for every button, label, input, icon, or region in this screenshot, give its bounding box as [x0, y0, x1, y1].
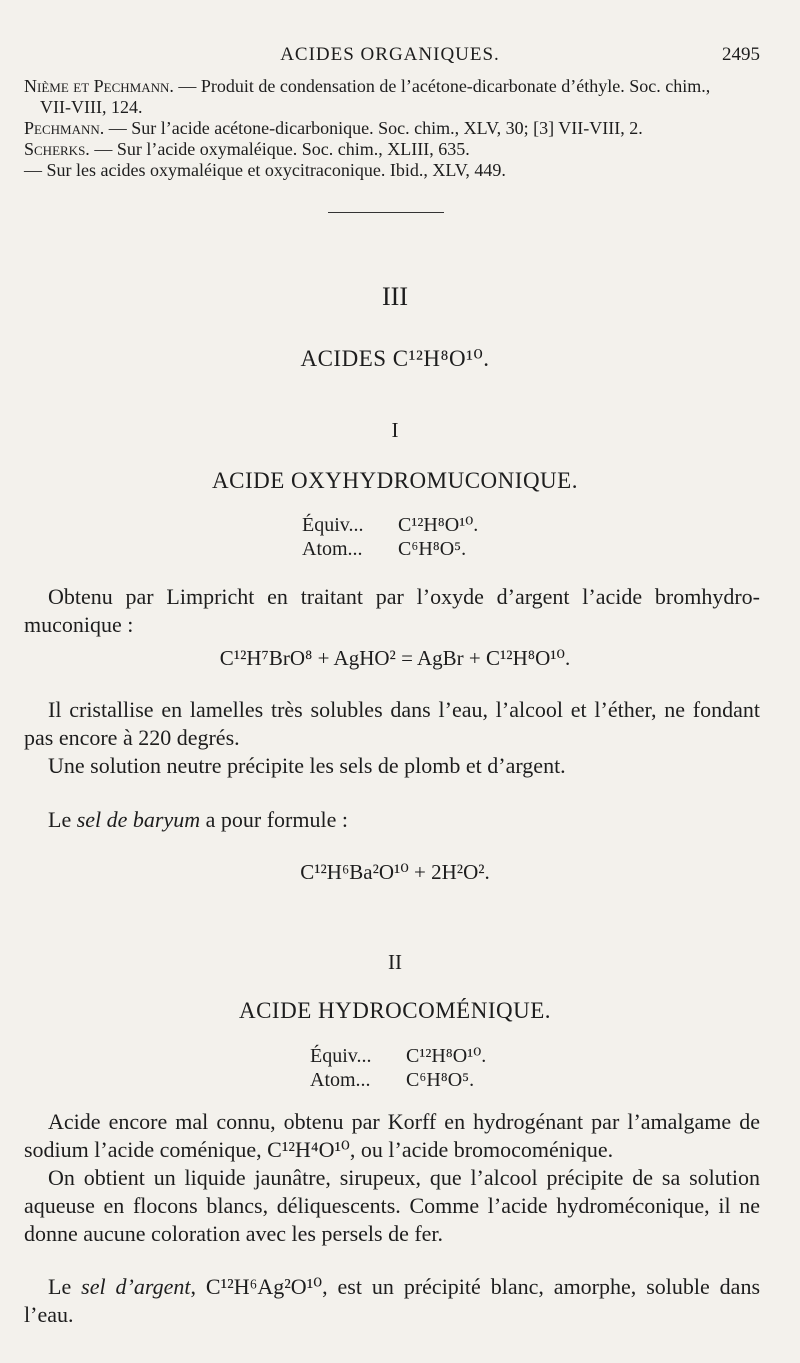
reference-item — [24, 139, 760, 160]
salt-formula: C¹²H⁶Ba²O¹⁰ + 2H²O². — [300, 860, 490, 884]
reference-author: Pechmann. — [24, 118, 105, 138]
paragraph: Acide encore mal connu, obtenu par Korff en hydrogénant par l’amalgame de sodium l’acide coménique, C¹²H⁴O¹⁰, ou l’acide bromocoménique. — [24, 1109, 760, 1162]
reference-list — [24, 76, 760, 181]
subsection-number: I — [391, 418, 399, 442]
equiv-label: Équiv... — [310, 1045, 372, 1067]
emphasis: sel de baryum — [76, 807, 201, 832]
reference-text: — Sur les acides oxymaléique et oxycitraconique. Ibid., XLV, 449. — [24, 160, 506, 180]
reference-author: Nième et Pechmann. — [24, 76, 174, 96]
formula-block — [310, 1044, 486, 1092]
paragraph — [24, 806, 760, 834]
text-run: , C¹²H⁶Ag²O¹⁰, est un précipité blanc, amorphe, soluble dans l’eau. — [24, 1274, 761, 1327]
equiv-label: Équiv... — [302, 514, 364, 536]
equiv-value: C¹²H⁸O¹⁰. — [398, 514, 479, 536]
text-run: Le — [48, 807, 77, 832]
reference-continuation: VII-VIII, 124. — [40, 97, 143, 117]
paragraph: Obtenu par Limpricht en traitant par l’oxyde d’argent l’acide bromhydro-muconique : — [24, 584, 760, 637]
atom-value: C⁶H⁸O⁵. — [398, 538, 467, 560]
text-run: a pour formule : — [200, 807, 348, 832]
equiv-value: C¹²H⁸O¹⁰. — [406, 1045, 487, 1067]
atom-label: Atom... — [302, 538, 363, 560]
page-number: 2495 — [722, 44, 760, 65]
reaction-equation: C¹²H⁷BrO⁸ + AgHO² = AgBr + C¹²H⁸O¹⁰. — [219, 646, 571, 670]
paragraph: Il cristallise en lamelles très solubles dans l’eau, l’alcool et l’éther, ne fondant pas encore à 220 degrés. — [24, 697, 760, 750]
paragraph — [24, 1273, 760, 1329]
section-divider — [328, 212, 444, 213]
subsection-title: ACIDE HYDROCOMÉNIQUE. — [238, 998, 552, 1023]
subsection-title: ACIDE OXYHYDROMUCONIQUE. — [212, 468, 578, 493]
atom-value: C⁶H⁸O⁵. — [406, 1069, 475, 1091]
running-header — [0, 44, 800, 70]
reference-item — [24, 76, 760, 118]
section-number: III — [382, 282, 408, 311]
reference-text: — Sur l’acide acétone-dicarbonique. Soc. chim., XLV, 30; [3] VII-VIII, 2. — [104, 118, 643, 138]
reference-item — [24, 160, 760, 181]
running-title: ACIDES ORGANIQUES. — [280, 44, 500, 65]
section-title: ACIDES C¹²H⁸O¹⁰. — [300, 346, 490, 371]
reference-text: — Produit de condensation de l’acétone-dicarbonate d’éthyle. Soc. chim., — [173, 76, 711, 96]
paragraph: On obtient un liquide jaunâtre, sirupeux, que l’alcool précipite de sa solution aqueuse en flocons blancs, déliquescents. Comme l’acide hydroméconique, il ne donne aucune coloration avec les persels de fer. — [24, 1165, 760, 1246]
atom-label: Atom... — [310, 1069, 371, 1091]
formula-block — [302, 513, 478, 561]
reference-text: — Sur l’acide oxymaléique. Soc. chim., XLIII, 635. — [89, 139, 470, 159]
subsection-number: II — [388, 950, 402, 974]
reference-author: Scherks. — [24, 139, 90, 159]
reference-item — [24, 118, 760, 139]
emphasis: sel d’argent — [81, 1274, 191, 1299]
paragraph: Une solution neutre précipite les sels de plomb et d’argent. — [48, 753, 566, 778]
text-run: Le — [48, 1274, 82, 1299]
